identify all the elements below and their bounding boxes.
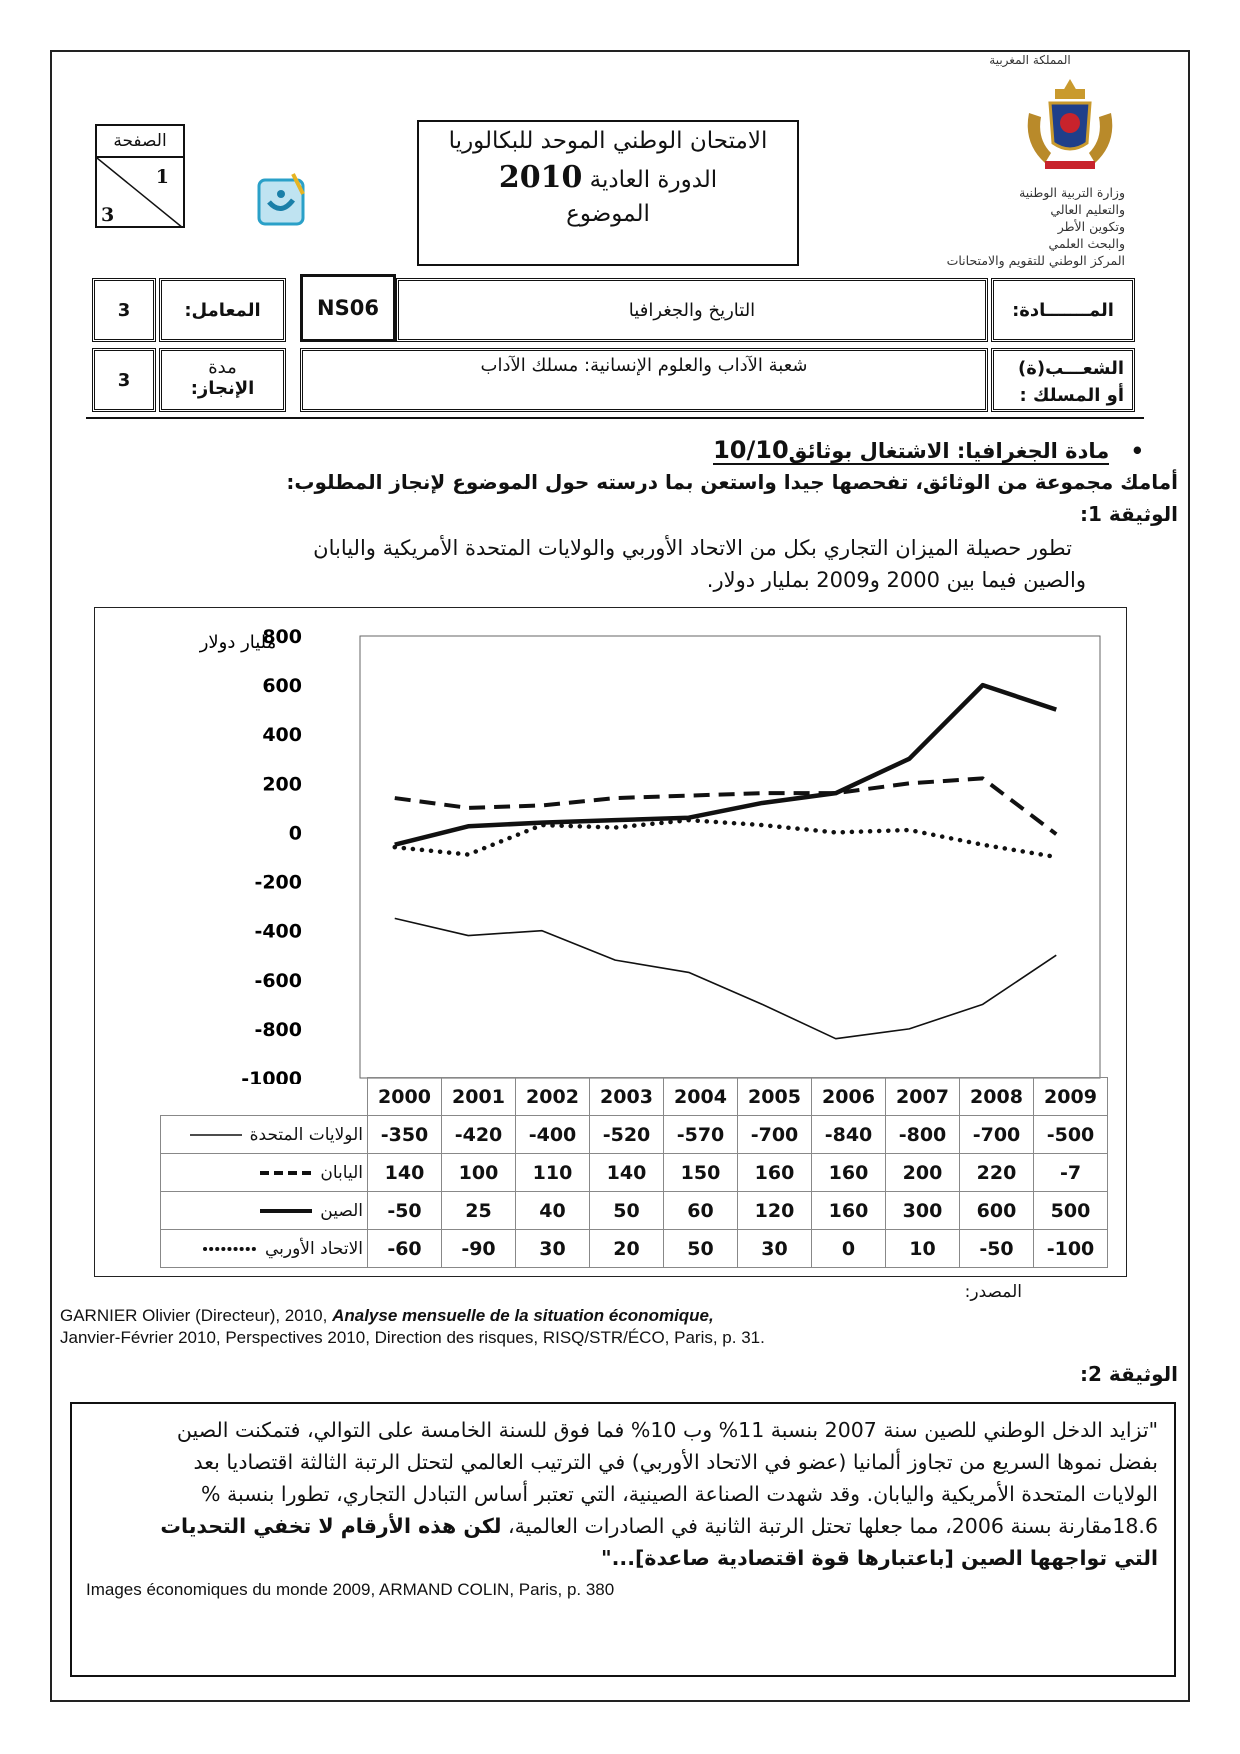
doc2-line-2: بفضل نموها السريع من تجاوز ألمانيا (عضو في الاتحاد الأوربي) في الترتيب العالمي لتحتل الرتبة الثالثة اقتصاديا بعد bbox=[193, 1450, 1158, 1474]
table-cell: 110 bbox=[516, 1154, 590, 1192]
table-cell: -400 bbox=[516, 1116, 590, 1154]
exam-year: 2010 bbox=[498, 160, 583, 195]
legend-entry bbox=[161, 1154, 368, 1192]
table-cell: 10 bbox=[886, 1230, 960, 1268]
x-tick: 2004 bbox=[664, 1078, 738, 1116]
table-cell: 120 bbox=[738, 1192, 812, 1230]
source-label: المصدر: bbox=[964, 1282, 1022, 1302]
table-cell: -100 bbox=[1034, 1230, 1108, 1268]
coef-label: المعامل: bbox=[159, 278, 286, 342]
y-tick-label: -400 bbox=[254, 920, 302, 943]
legend-entry bbox=[161, 1230, 368, 1268]
table-cell: -500 bbox=[1034, 1116, 1108, 1154]
subject-code: NS06 bbox=[300, 274, 396, 342]
y-tick-label: 800 bbox=[262, 626, 302, 648]
legend-label: الاتحاد الأوربي bbox=[264, 1238, 363, 1259]
source1-title: Analyse mensuelle de la situation économique, bbox=[332, 1306, 714, 1325]
page-number: 1 bbox=[155, 166, 169, 188]
table-cell: -50 bbox=[960, 1230, 1034, 1268]
y-tick-label: 200 bbox=[262, 773, 302, 796]
doc2-line-3: الولايات المتحدة الأمريكية واليابان. وقد شهدت الصناعة الصينية، التي تعتبر أساس التبادل التجاري، تطورا بنسبة % bbox=[201, 1482, 1158, 1506]
royal-emblem-icon bbox=[945, 73, 1125, 182]
table-cell: 50 bbox=[664, 1230, 738, 1268]
x-tick: 2006 bbox=[812, 1078, 886, 1116]
table-cell: 50 bbox=[590, 1192, 664, 1230]
legend-swatch bbox=[203, 1244, 259, 1254]
y-axis-label: مليار دولار bbox=[199, 632, 277, 653]
legend-swatch bbox=[258, 1206, 314, 1216]
session-label: الدورة العادية bbox=[589, 167, 718, 193]
branch-value: شعبة الآداب والعلوم الإنسانية: مسلك الآداب bbox=[300, 348, 988, 412]
doc2-text bbox=[88, 1414, 1158, 1574]
source1-line1: GARNIER Olivier (Directeur), 2010, Analyse mensuelle de la situation économique, bbox=[60, 1306, 714, 1325]
y-tick-label: -800 bbox=[254, 1018, 302, 1041]
branch-label bbox=[991, 348, 1135, 412]
table-cell: 300 bbox=[886, 1192, 960, 1230]
table-row bbox=[161, 1078, 1108, 1116]
table-cell: 60 bbox=[664, 1192, 738, 1230]
table-cell: 140 bbox=[590, 1154, 664, 1192]
legend-entry bbox=[161, 1192, 368, 1230]
series-line-0 bbox=[395, 918, 1057, 1038]
session-line bbox=[419, 160, 797, 195]
trade-balance-chart bbox=[120, 614, 1120, 1084]
bullet: • bbox=[1130, 439, 1144, 463]
y-tick-label: -200 bbox=[254, 871, 302, 894]
page-label: الصفحة bbox=[97, 126, 183, 158]
x-tick: 2007 bbox=[886, 1078, 960, 1116]
doc1-title-2: والصين فيما بين 2000 و2009 بمليار دولار. bbox=[706, 568, 1086, 592]
series-lines bbox=[395, 685, 1057, 1039]
table-cell: 30 bbox=[738, 1230, 812, 1268]
x-tick: 2009 bbox=[1034, 1078, 1108, 1116]
duration-label-1: مدة bbox=[208, 357, 237, 378]
coef-value: 3 bbox=[92, 278, 156, 342]
header-rule bbox=[86, 417, 1144, 419]
page-total: 3 bbox=[101, 204, 115, 226]
duration-value: 3 bbox=[92, 348, 156, 412]
doc2-label: الوثيقة 2: bbox=[1080, 1362, 1178, 1386]
doc2-emphasis: لكن هذه الأرقام لا تخفي التحديات bbox=[160, 1514, 502, 1538]
doc2-box bbox=[70, 1402, 1176, 1677]
instruction: أمامك مجموعة من الوثائق، تفحصها جيدا واستعن بما درسته حول الموضوع لإنجاز المطلوب: bbox=[286, 470, 1178, 494]
table-cell: -840 bbox=[812, 1116, 886, 1154]
legend-swatch bbox=[258, 1168, 314, 1178]
doc2-source: Images économiques du monde 2009, ARMAND COLIN, Paris, p. 380 bbox=[86, 1580, 615, 1599]
table-cell: -350 bbox=[368, 1116, 442, 1154]
legend-swatch bbox=[188, 1130, 244, 1140]
table-cell: -700 bbox=[960, 1116, 1034, 1154]
subject-word: الموضوع bbox=[566, 201, 650, 227]
table-cell: 220 bbox=[960, 1154, 1034, 1192]
duration-label-2: الإنجاز: bbox=[190, 378, 255, 399]
doc2-line-5: التي تواجهها الصين [باعتبارها قوة اقتصادية صاعدة]..." bbox=[600, 1546, 1158, 1570]
doc2-line-4: 18.6مقارنة بسنة 2006، مما جعلها تحتل الرتبة الثانية في الصادرات العالمية، لكن هذه الأرقام لا تخفي التحديات bbox=[160, 1514, 1158, 1538]
table-cell: 100 bbox=[442, 1154, 516, 1192]
y-tick-label: 0 bbox=[288, 822, 302, 845]
y-ticks bbox=[241, 626, 302, 1084]
legend-entry bbox=[161, 1116, 368, 1154]
x-tick: 2005 bbox=[738, 1078, 812, 1116]
table-cell: 40 bbox=[516, 1192, 590, 1230]
exam-title-box bbox=[417, 120, 799, 266]
chart-data-table bbox=[160, 1077, 1108, 1268]
cnee-logo bbox=[253, 168, 317, 234]
table-cell: 500 bbox=[1034, 1192, 1108, 1230]
y-tick-label: 400 bbox=[262, 724, 302, 747]
y-tick-label: -1000 bbox=[241, 1068, 302, 1084]
kingdom-label: المملكة المغربية bbox=[989, 53, 1071, 67]
page-number-box bbox=[95, 124, 185, 228]
doc1-label: الوثيقة 1: bbox=[1080, 502, 1178, 526]
table-row bbox=[161, 1116, 1108, 1154]
plot-area bbox=[360, 636, 1100, 1078]
table-row bbox=[161, 1230, 1108, 1268]
x-tick: 2001 bbox=[442, 1078, 516, 1116]
x-tick: 2002 bbox=[516, 1078, 590, 1116]
table-cell: 20 bbox=[590, 1230, 664, 1268]
ministry-line-2: والتعليم العالي bbox=[1050, 202, 1125, 217]
score: 10/10 bbox=[713, 436, 789, 464]
doc1-title-1: تطور حصيلة الميزان التجاري بكل من الاتحاد الأوربي والولايات المتحدة الأمريكية واليابان bbox=[313, 536, 1072, 560]
x-tick: 2003 bbox=[590, 1078, 664, 1116]
table-cell: 25 bbox=[442, 1192, 516, 1230]
exam-title: الامتحان الوطني الموحد للبكالوريا bbox=[448, 128, 768, 154]
legend-label: الصين bbox=[320, 1200, 363, 1221]
y-tick-label: -600 bbox=[254, 969, 302, 992]
table-row bbox=[161, 1154, 1108, 1192]
table-cell: 30 bbox=[516, 1230, 590, 1268]
branch-label-2: أو المسلك : bbox=[1019, 385, 1124, 406]
y-tick-label: 600 bbox=[262, 675, 302, 698]
table-cell: -7 bbox=[1034, 1154, 1108, 1192]
ministry-line-1: وزارة التربية الوطنية bbox=[1019, 185, 1125, 200]
table-cell: -420 bbox=[442, 1116, 516, 1154]
ministry-line-3: وتكوين الأطر bbox=[1057, 219, 1125, 234]
ministry-block bbox=[875, 52, 1125, 267]
table-cell: -50 bbox=[368, 1192, 442, 1230]
ministry-line-5: المركز الوطني للتقويم والامتحانات bbox=[946, 253, 1125, 268]
table-cell: 160 bbox=[738, 1154, 812, 1192]
branch-label-1: الشعـــب(ة) bbox=[1018, 358, 1124, 379]
subject-value: التاريخ والجغرافيا bbox=[396, 278, 988, 342]
table-cell: 200 bbox=[886, 1154, 960, 1192]
table-cell: 160 bbox=[812, 1192, 886, 1230]
table-row bbox=[161, 1192, 1108, 1230]
table-cell: -520 bbox=[590, 1116, 664, 1154]
doc2-line-1: "تزايد الدخل الوطني للصين سنة 2007 بنسبة 11% وب 10% فما فوق للسنة الخامسة على التوالي، فتمكنت الصين bbox=[176, 1418, 1158, 1442]
heading-text: مادة الجغرافيا: الاشتغال بوثائق10/10 bbox=[713, 436, 1110, 464]
ministry-line-4: والبحث العلمي bbox=[1048, 236, 1125, 251]
table-cell: -700 bbox=[738, 1116, 812, 1154]
table-cell: -570 bbox=[664, 1116, 738, 1154]
table-cell: -60 bbox=[368, 1230, 442, 1268]
source1-line2: Janvier-Février 2010, Perspectives 2010, Direction des risques, RISQ/STR/ÉCO, Paris, p. 31. bbox=[60, 1328, 765, 1347]
table-cell: 0 bbox=[812, 1230, 886, 1268]
table-cell: 140 bbox=[368, 1154, 442, 1192]
geography-heading bbox=[713, 436, 1144, 464]
legend-label: اليابان bbox=[320, 1162, 363, 1183]
empty-corner bbox=[161, 1078, 368, 1116]
table-cell: 160 bbox=[812, 1154, 886, 1192]
x-tick: 2008 bbox=[960, 1078, 1034, 1116]
table-cell: 150 bbox=[664, 1154, 738, 1192]
duration-label bbox=[159, 348, 286, 412]
table-cell: -800 bbox=[886, 1116, 960, 1154]
table-cell: 600 bbox=[960, 1192, 1034, 1230]
table-cell: -90 bbox=[442, 1230, 516, 1268]
legend-label: الولايات المتحدة bbox=[249, 1124, 363, 1145]
x-tick: 2000 bbox=[368, 1078, 442, 1116]
subject-label: المـــــــادة: bbox=[991, 278, 1135, 342]
